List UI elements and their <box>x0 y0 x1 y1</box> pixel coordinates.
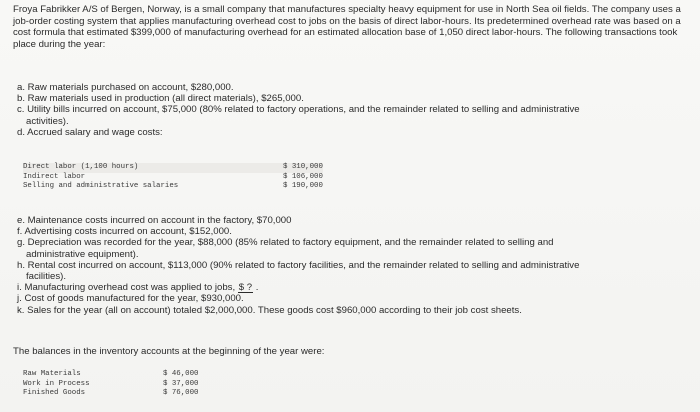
transaction-a <box>17 82 677 93</box>
transaction-i-end: . <box>253 282 259 294</box>
transaction-i <box>17 282 677 293</box>
transaction-k-text: k. Sales for the year (all on account) totaled $2,000,000. These goods cost $960,000 according to their job cost sheets. <box>17 304 522 316</box>
row-amount: $ 76,000 <box>163 389 199 398</box>
transaction-g-text: g. Depreciation was recorded for the year, $88,000 (85% related to factory equipment, and the remainder related to selling and <box>17 237 554 249</box>
transaction-h-cont: facilities). <box>26 271 66 283</box>
row-label: Raw Materials <box>23 370 81 378</box>
row-amount: $ 46,000 <box>163 370 199 378</box>
table-row <box>23 182 323 192</box>
row-label: Direct labor (1,100 hours) <box>23 163 139 171</box>
row-amount: $ 190,000 <box>283 182 323 191</box>
transaction-g <box>17 237 677 259</box>
transactions-list-a-d <box>17 82 677 138</box>
transaction-f-text: f. Advertising costs incurred on account, $152,000. <box>17 226 232 238</box>
table-row <box>23 173 323 183</box>
table-row <box>23 370 198 380</box>
row-label: Selling and administrative salaries <box>23 182 179 191</box>
transaction-d <box>17 127 677 138</box>
row-amount: $ 106,000 <box>283 172 323 181</box>
row-amount: $ 37,000 <box>163 379 199 388</box>
transaction-c-text: c. Utility bills incurred on account, $75,000 (80% related to factory operations, and the remainder related to selling and administrative <box>17 104 580 116</box>
transaction-f <box>17 226 677 237</box>
transaction-d-text: d. Accrued salary and wage costs: <box>17 126 163 138</box>
transaction-a-text: a. Raw materials purchased on account, $280,000. <box>17 82 234 93</box>
inventory-balances-heading: The balances in the inventory accounts at the beginning of the year were: <box>13 346 325 357</box>
transaction-j-text: j. Cost of goods manufactured for the year, $930,000. <box>17 293 244 305</box>
row-amount: $ 310,000 <box>283 163 323 171</box>
answer-blank[interactable]: $ ? <box>238 282 253 294</box>
transactions-list-e-k <box>17 215 677 316</box>
table-row <box>23 389 198 399</box>
transaction-c <box>17 104 677 126</box>
transaction-k <box>17 305 677 316</box>
transaction-e <box>17 215 677 226</box>
table-row <box>23 380 198 390</box>
problem-intro: Froya Fabrikker A/S of Bergen, Norway, is a small company that manufactures specialty heavy equipment for use in North Sea oil fields. The company uses a job-order costing system that applies manufacturing overhead cost to jobs on the basis of direct labor-hours. Its predetermined overhead rate was based on a cost formula that estimated $399,000 of manufacturing overhead for an estimated allocation base of 1,050 direct labor-hours. The following transactions took place during the year: <box>13 4 681 50</box>
transaction-j <box>17 293 677 304</box>
transaction-c-cont: activities). <box>26 115 69 127</box>
row-label: Finished Goods <box>23 389 86 398</box>
table-row <box>23 163 323 173</box>
row-label: Work in Process <box>23 379 90 388</box>
inventory-table <box>23 370 198 399</box>
transaction-i-text: i. Manufacturing overhead cost was applied to jobs, <box>17 282 238 294</box>
transaction-h <box>17 260 677 282</box>
transaction-g-cont: administrative equipment). <box>26 248 139 260</box>
transaction-b-text: b. Raw materials used in production (all direct materials), $265,000. <box>17 93 304 105</box>
transaction-b <box>17 93 677 104</box>
transaction-e-text: e. Maintenance costs incurred on account in the factory, $70,000 <box>17 215 292 226</box>
salary-wage-table <box>23 163 323 192</box>
transaction-h-text: h. Rental cost incurred on account, $113,000 (90% related to factory facilities, and the remainder related to selling and administrative <box>17 259 580 271</box>
row-label: Indirect labor <box>23 172 86 181</box>
